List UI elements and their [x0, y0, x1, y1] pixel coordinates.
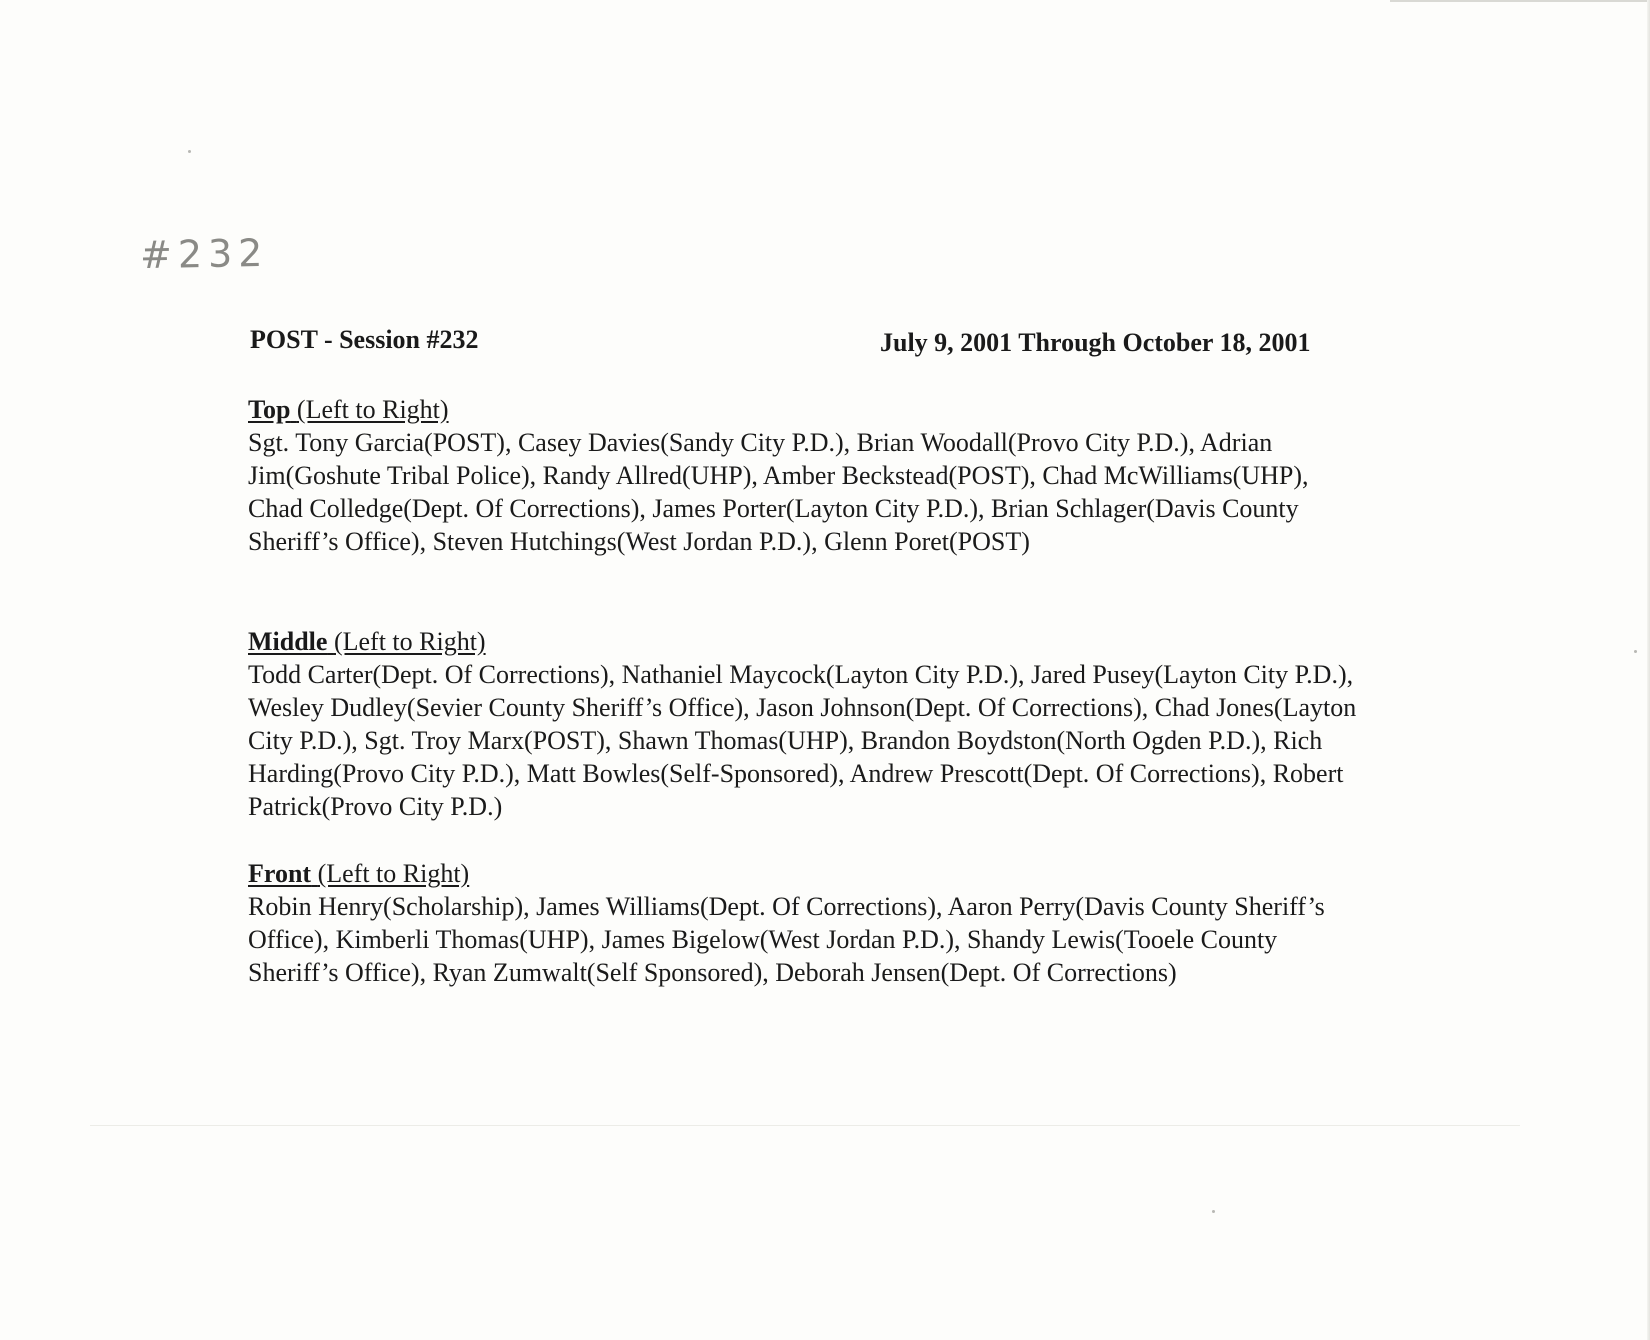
section-top-label: Top	[248, 395, 291, 424]
session-dates: July 9, 2001 Through October 18, 2001	[880, 328, 1311, 357]
section-front-label: Front	[248, 859, 312, 888]
section-middle	[248, 625, 1368, 823]
section-front-qualifier: (Left to Right)	[317, 859, 470, 888]
section-front	[248, 857, 1368, 989]
session-title: POST - Session #232	[250, 325, 479, 354]
section-top-qualifier: (Left to Right)	[296, 395, 449, 424]
fold-line	[90, 1125, 1520, 1126]
page-edge-top	[1390, 0, 1650, 2]
scan-speck	[188, 150, 191, 153]
scan-speck	[1212, 1210, 1215, 1213]
section-front-heading	[248, 857, 1368, 890]
section-middle-names: Todd Carter(Dept. Of Corrections), Nathaniel Maycock(Layton City P.D.), Jared Pusey(Layton City P.D.), Wesley Dudley(Sevier County Sheriff’s Office), Jason Johnson(Dept. Of Corrections), Chad Jones(Layton City P.D.), Sgt. Troy Marx(POST), Shawn Thomas(UHP), Brandon Boydston(North Ogden P.D.), Rich Harding(Provo City P.D.), Matt Bowles(Self-Sponsored), Andrew Prescott(Dept. Of Corrections), Robert Patrick(Provo City P.D.)	[248, 660, 1357, 821]
scan-speck	[1634, 650, 1637, 653]
section-middle-heading	[248, 625, 1368, 658]
section-top-heading	[248, 393, 1368, 426]
section-middle-label: Middle	[248, 627, 328, 656]
section-top-names: Sgt. Tony Garcia(POST), Casey Davies(Sandy City P.D.), Brian Woodall(Provo City P.D.), Adrian Jim(Goshute Tribal Police), Randy Allred(UHP), Amber Beckstead(POST), Chad McWilliams(UHP), Chad Colledge(Dept. Of Corrections), James Porter(Layton City P.D.), Brian Schlager(Davis County Sheriff’s Office), Steven Hutchings(West Jordan P.D.), Glenn Poret(POST)	[248, 428, 1309, 556]
handwritten-session-number: #232	[139, 230, 269, 278]
section-middle-qualifier: (Left to Right)	[333, 627, 486, 656]
section-front-names: Robin Henry(Scholarship), James Williams(Dept. Of Corrections), Aaron Perry(Davis County Sheriff’s Office), Kimberli Thomas(UHP), James Bigelow(West Jordan P.D.), Shandy Lewis(Tooele County Sheriff’s Office), Ryan Zumwalt(Self Sponsored), Deborah Jensen(Dept. Of Corrections)	[248, 892, 1325, 987]
section-top	[248, 393, 1368, 558]
